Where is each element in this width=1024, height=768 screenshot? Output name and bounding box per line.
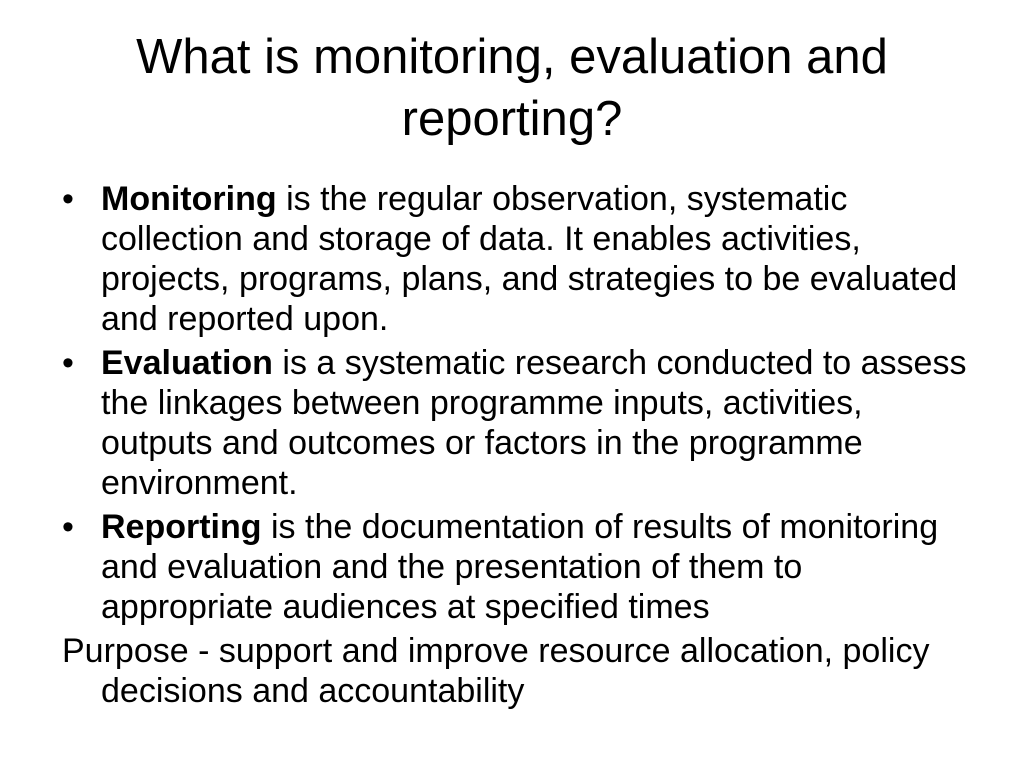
slide-title: What is monitoring, evaluation and reporting? [136, 30, 888, 146]
bullet-term-reporting: Reporting [101, 508, 262, 546]
bullet-marker: • [62, 180, 74, 218]
slide-content [62, 179, 982, 711]
bullet-marker: • [62, 344, 74, 382]
bullet-reporting [62, 507, 982, 627]
bullet-monitoring [62, 179, 982, 339]
bullet-evaluation [62, 343, 982, 503]
bullet-text-monitoring: is the regular observation, systematic collection and storage of data. It enables activities, projects, programs, plans, and strategies to be evaluated and reported upon. [101, 180, 958, 338]
bullet-text-evaluation: is a systematic research conducted to assess the linkages between programme inputs, activities, outputs and outcomes or factors in the programme environment. [101, 344, 967, 502]
bullet-text-reporting: is the documentation of results of monitoring and evaluation and the presentation of them to appropriate audiences at specified times [101, 508, 939, 626]
bullet-marker: • [62, 508, 74, 546]
bullet-term-monitoring: Monitoring [101, 180, 277, 218]
bullet-term-evaluation: Evaluation [101, 344, 273, 382]
purpose-text: Purpose - support and improve resource allocation, policy decisions and accountability [62, 632, 930, 710]
